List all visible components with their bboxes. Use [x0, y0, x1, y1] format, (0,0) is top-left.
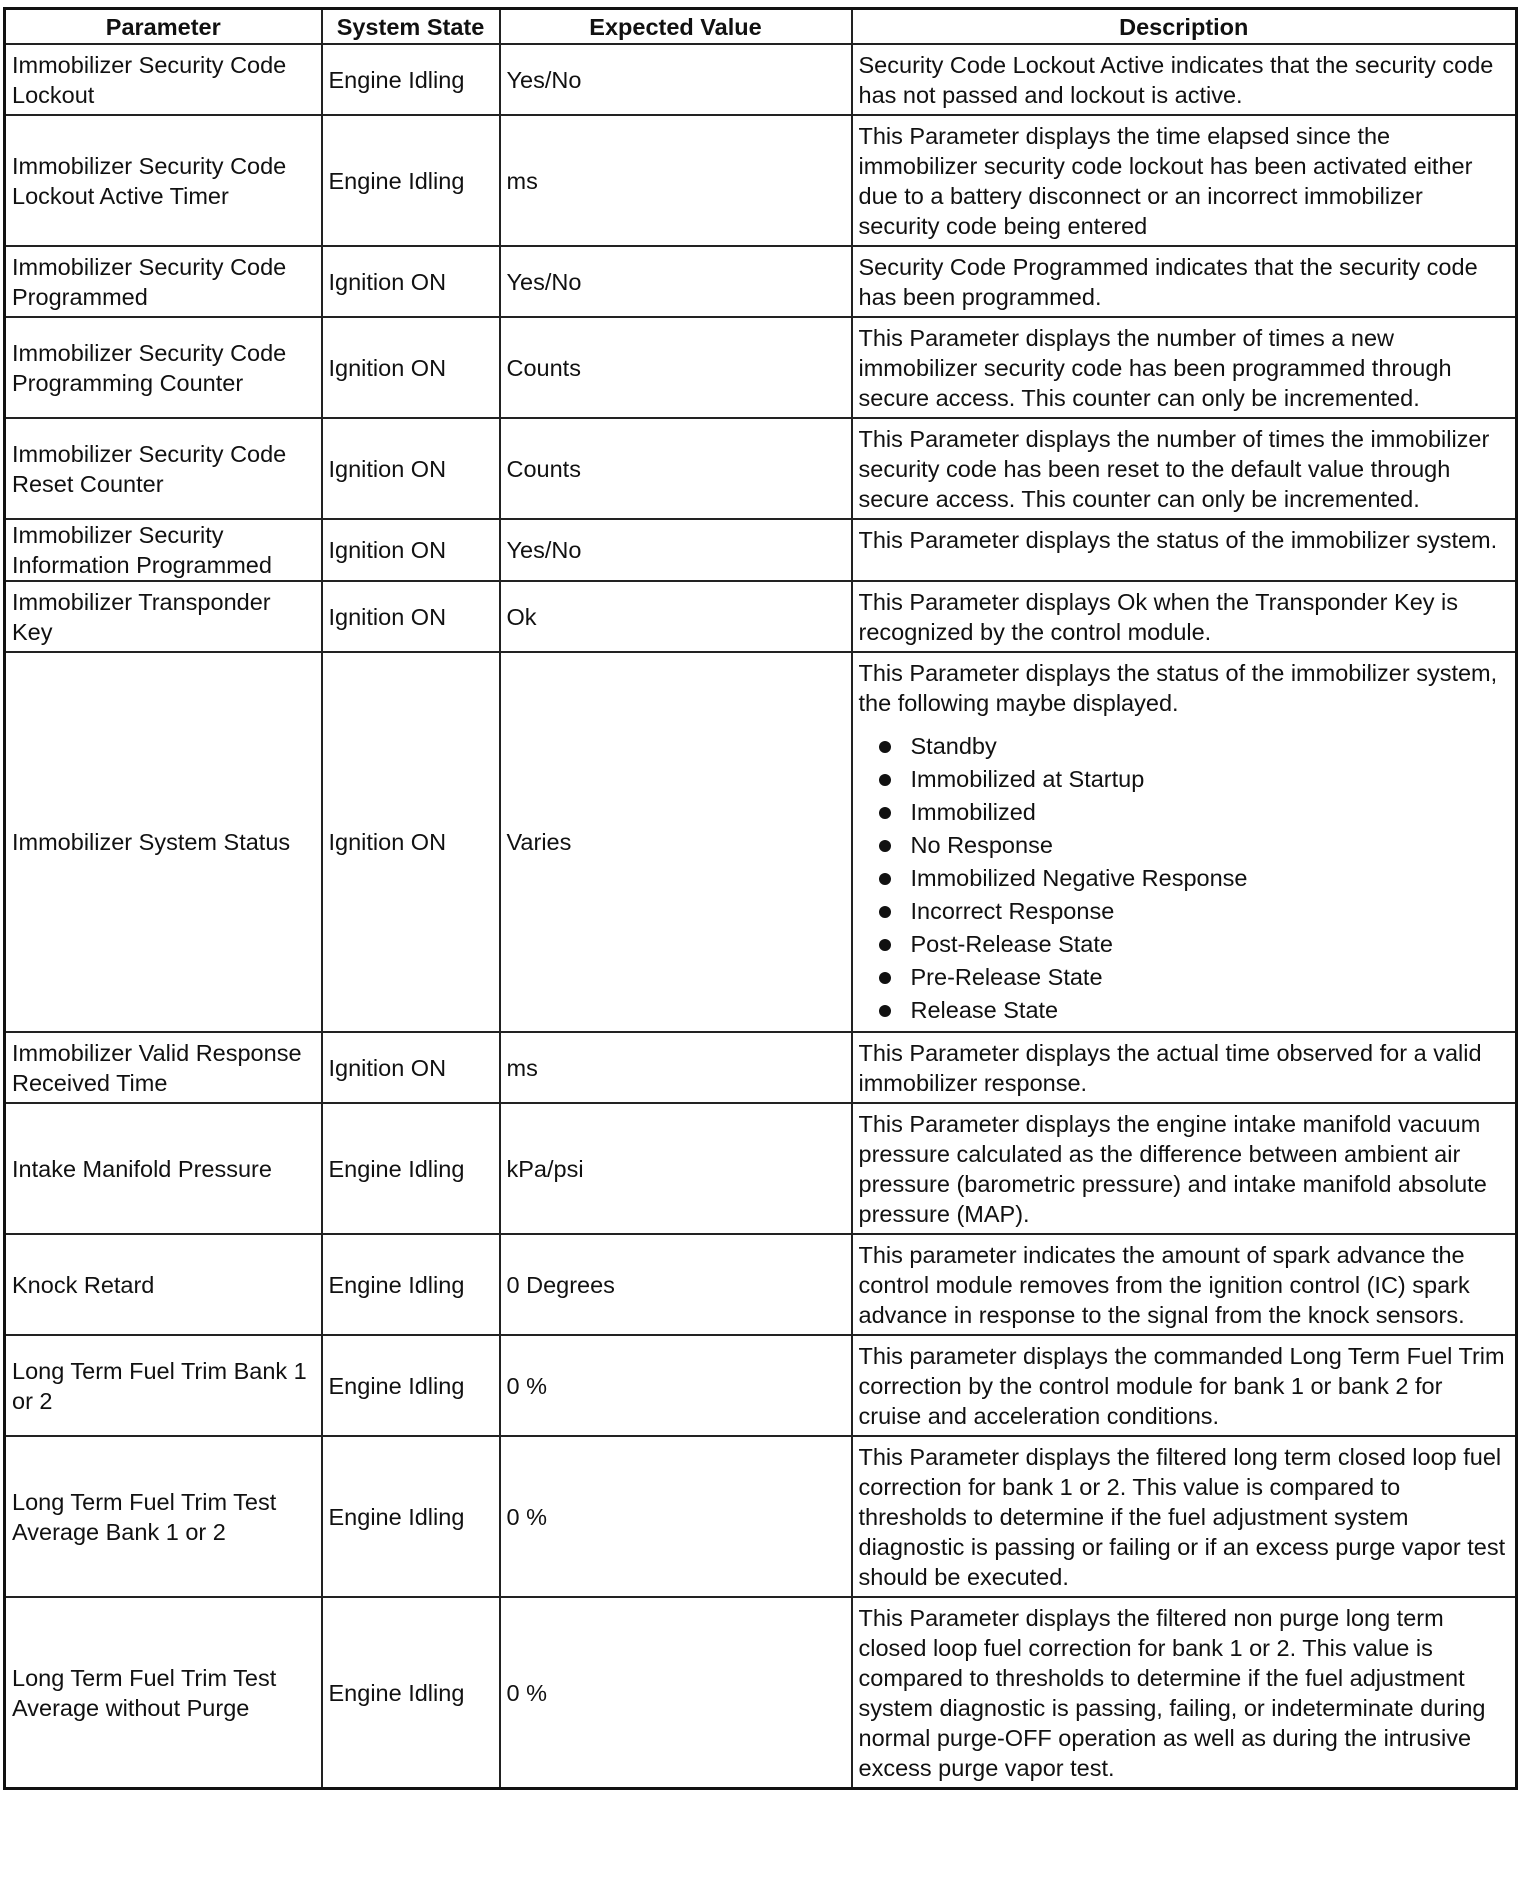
expected-value-cell: 0 % — [500, 1335, 852, 1436]
status-list-item: Immobilized — [877, 796, 1510, 829]
column-header-parameter: Parameter — [5, 9, 322, 45]
expected-value-cell: Varies — [500, 652, 852, 1032]
description-text: Security Code Programmed indicates that the security code has been programmed. — [858, 254, 1478, 310]
description-cell — [852, 1234, 1517, 1335]
system-state-cell: Ignition ON — [322, 418, 500, 519]
expected-value-cell: 0 % — [500, 1436, 852, 1597]
expected-value-cell: Yes/No — [500, 519, 852, 581]
table-row — [5, 44, 1517, 115]
table-row — [5, 418, 1517, 519]
description-cell — [852, 1032, 1517, 1103]
system-state-cell: Ignition ON — [322, 519, 500, 581]
status-list-item: Release State — [877, 994, 1510, 1027]
status-list — [859, 730, 1510, 1027]
system-state-cell: Ignition ON — [322, 652, 500, 1032]
status-list-item: Immobilized Negative Response — [877, 862, 1510, 895]
table-row — [5, 115, 1517, 246]
parameter-cell: Immobilizer Security Code Reset Counter — [5, 418, 322, 519]
parameter-cell: Immobilizer Security Code Programmed — [5, 246, 322, 317]
system-state-cell: Ignition ON — [322, 581, 500, 652]
system-state-cell: Ignition ON — [322, 317, 500, 418]
description-text: This Parameter displays the time elapsed since the immobilizer security code lockout has been activated either due to a battery disconnect or an incorrect immobilizer security code being entered — [858, 123, 1473, 239]
expected-value-cell: Yes/No — [500, 44, 852, 115]
description-text: This Parameter displays the actual time observed for a valid immobilizer response. — [858, 1040, 1482, 1096]
system-state-cell: Ignition ON — [322, 1032, 500, 1103]
status-list-item: No Response — [877, 829, 1510, 862]
system-state-cell: Engine Idling — [322, 1597, 500, 1789]
expected-value-cell: kPa/psi — [500, 1103, 852, 1234]
description-text: This Parameter displays Ok when the Transponder Key is recognized by the control module. — [858, 589, 1459, 645]
table-row — [5, 1335, 1517, 1436]
status-list-item: Pre-Release State — [877, 961, 1510, 994]
table-row — [5, 1436, 1517, 1597]
description-cell — [852, 581, 1517, 652]
expected-value-cell: Ok — [500, 581, 852, 652]
description-text: This Parameter displays the status of the immobilizer system, the following maybe displayed. — [858, 660, 1498, 716]
status-list-item: Immobilized at Startup — [877, 763, 1510, 796]
description-cell — [852, 317, 1517, 418]
description-text: This parameter indicates the amount of spark advance the control module removes from the ignition control (IC) spark advance in response to the signal from the knock sensors. — [858, 1242, 1470, 1328]
description-text: This Parameter displays the filtered long term closed loop fuel correction for bank 1 or 2. This value is compared to thresholds to determine if the fuel adjustment system diagnostic is passing or failing or if an excess purge vapor test should be executed. — [858, 1444, 1506, 1590]
description-text: This Parameter displays the engine intake manifold vacuum pressure calculated as the difference between ambient air pressure (barometric pressure) and intake manifold absolute pressure (MAP). — [858, 1111, 1487, 1227]
description-text: This Parameter displays the filtered non purge long term closed loop fuel correction for bank 1 or 2. This value is compared to thresholds to determine if the fuel adjustment system diagnostic is passing, failing, or indeterminate during normal purge-OFF operation as well as during the intrusive excess purge vapor test. — [858, 1605, 1486, 1781]
expected-value-cell: ms — [500, 1032, 852, 1103]
table-row — [5, 652, 1517, 1032]
parameter-cell: Knock Retard — [5, 1234, 322, 1335]
description-cell — [852, 418, 1517, 519]
description-cell — [852, 519, 1517, 581]
parameter-cell: Long Term Fuel Trim Test Average without Purge — [5, 1597, 322, 1789]
parameter-cell: Immobilizer Security Information Programmed — [5, 519, 322, 581]
table-row — [5, 1234, 1517, 1335]
parameter-cell: Immobilizer System Status — [5, 652, 322, 1032]
description-cell — [852, 1103, 1517, 1234]
status-list-item: Post-Release State — [877, 928, 1510, 961]
column-header-expected-value: Expected Value — [500, 9, 852, 45]
description-text: Security Code Lockout Active indicates that the security code has not passed and lockout is active. — [858, 52, 1494, 108]
table-row — [5, 317, 1517, 418]
column-header-description: Description — [852, 9, 1517, 45]
description-cell — [852, 115, 1517, 246]
expected-value-cell: 0 % — [500, 1597, 852, 1789]
parameter-cell: Immobilizer Security Code Lockout Active Timer — [5, 115, 322, 246]
expected-value-cell: ms — [500, 115, 852, 246]
description-cell — [852, 246, 1517, 317]
system-state-cell: Engine Idling — [322, 115, 500, 246]
system-state-cell: Engine Idling — [322, 1436, 500, 1597]
description-text: This Parameter displays the status of the immobilizer system. — [858, 527, 1498, 553]
table-header — [5, 9, 1517, 45]
table-row — [5, 1597, 1517, 1789]
parameter-table — [3, 7, 1518, 1790]
system-state-cell: Engine Idling — [322, 1103, 500, 1234]
column-header-system-state: System State — [322, 9, 500, 45]
status-list-item: Standby — [877, 730, 1510, 763]
parameter-cell: Immobilizer Transponder Key — [5, 581, 322, 652]
expected-value-cell: Yes/No — [500, 246, 852, 317]
expected-value-cell: Counts — [500, 317, 852, 418]
table-row — [5, 246, 1517, 317]
system-state-cell: Engine Idling — [322, 44, 500, 115]
expected-value-cell: 0 Degrees — [500, 1234, 852, 1335]
description-text: This Parameter displays the number of times the immobilizer security code has been reset to the default value through secure access. This counter can only be incremented. — [858, 426, 1490, 512]
description-cell — [852, 1335, 1517, 1436]
description-text: This Parameter displays the number of times a new immobilizer security code has been programmed through secure access. This counter can only be incremented. — [858, 325, 1452, 411]
status-list-item: Incorrect Response — [877, 895, 1510, 928]
description-cell — [852, 1436, 1517, 1597]
description-text: This parameter displays the commanded Long Term Fuel Trim correction by the control module for bank 1 or bank 2 for cruise and acceleration conditions. — [858, 1343, 1505, 1429]
parameter-cell: Immobilizer Valid Response Received Time — [5, 1032, 322, 1103]
description-cell — [852, 1597, 1517, 1789]
table-row — [5, 519, 1517, 581]
table-row — [5, 581, 1517, 652]
description-cell — [852, 652, 1517, 1032]
table-row — [5, 1032, 1517, 1103]
expected-value-cell: Counts — [500, 418, 852, 519]
system-state-cell: Engine Idling — [322, 1234, 500, 1335]
parameter-cell: Immobilizer Security Code Programming Counter — [5, 317, 322, 418]
parameter-cell: Long Term Fuel Trim Test Average Bank 1 or 2 — [5, 1436, 322, 1597]
parameter-cell: Immobilizer Security Code Lockout — [5, 44, 322, 115]
parameter-cell: Long Term Fuel Trim Bank 1 or 2 — [5, 1335, 322, 1436]
table-row — [5, 1103, 1517, 1234]
description-cell — [852, 44, 1517, 115]
system-state-cell: Engine Idling — [322, 1335, 500, 1436]
table-body — [5, 44, 1517, 1789]
system-state-cell: Ignition ON — [322, 246, 500, 317]
parameter-cell: Intake Manifold Pressure — [5, 1103, 322, 1234]
header-row — [5, 9, 1517, 45]
